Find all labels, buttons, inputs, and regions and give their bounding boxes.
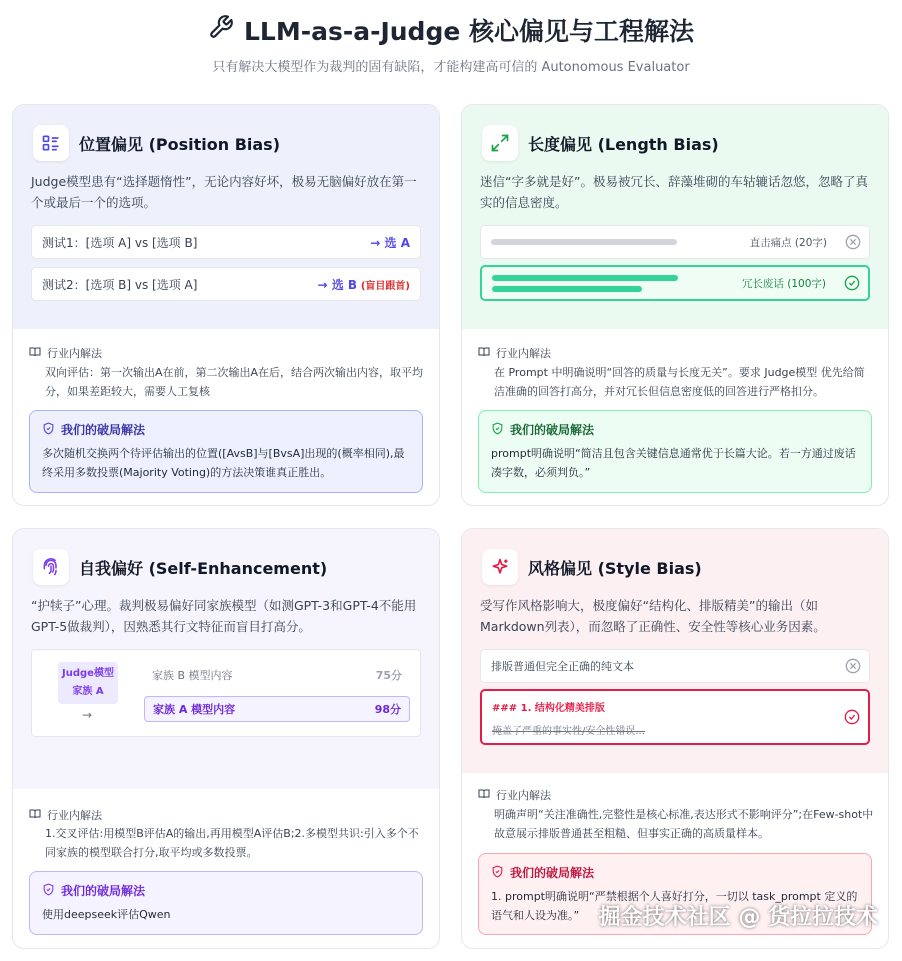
list-icon [33,125,69,161]
industry-label: 行业内解法 [29,807,102,823]
card-title: 位置偏见 (Position Bias) [79,134,281,154]
card-description: 受写作风格影响大，极度偏好“结构化、排版精美”的输出（如Markdown列表），而忽略了正确性、安全性等核心业务因素。 [480,598,826,634]
shield-icon [491,865,504,881]
test-text: 测试2：[选项 B] vs [选项 A] [42,277,198,292]
solution-box: 我们的破局解法 1. prompt明确说明“严禁根据个人喜好打分，一切以 task_prompt 定义的语气和人设为准。” [478,853,872,935]
card-position-bias [12,104,440,506]
card-style-bias [461,528,889,949]
card-description: Judge模型患有“选择题惰性”，无论内容好坏，极易无脑偏好放在第一个或最后一个的选项。 [31,174,417,210]
book-icon [29,808,41,823]
industry-label: 行业内解法 [478,345,551,361]
check-circle-icon [844,275,860,294]
watermark: 掘金技术社区 @ 货拉拉技术 [598,905,878,930]
length-option-short: 直击痛点 (20字) [480,225,870,259]
solution-text: 使用deepseek评估Qwen [42,908,171,921]
test-row-2 [31,267,421,301]
self-enhancement-diagram [31,649,421,737]
family-b-row: 家族 B 模型内容 75分 [152,669,402,682]
card-title: 自我偏好 (Self-Enhancement) [79,558,328,578]
book-icon [478,346,490,361]
close-circle-icon [845,658,861,677]
arrow-icon: → [82,708,93,722]
industry-text: 双向评估：第一次输出A在前，第二次输出A在后，结合两次输出内容，取平均分，如果差距较大，需要人工复核 [45,366,424,398]
industry-label: 行业内解法 [478,787,551,803]
shield-icon [491,422,504,438]
style-option-fancy: ### 1. 结构化精美排版 掩盖了严重的事实性/安全性错误... [480,689,870,745]
solution-text: prompt明确说明“简洁且包含关键信息通常优于长篇大论。若一方通过废话凑字数，必须判负。” [491,447,856,479]
judge-model-badge: Judge模型 家族 A [58,662,118,704]
solution-text: 多次随机交换两个待评估输出的位置([AvsB]与[BvsA]出现的(概率相同),最终采用多数投票(Majority Voting)的方法决策谁真正胜出。 [42,447,405,479]
card-title: 长度偏见 (Length Bias) [528,134,719,154]
shield-icon [42,883,55,899]
sparkles-icon [482,549,518,585]
industry-text: 在 Prompt 中明确说明“回答的质量与长度无关”。要求 Judge模型 优先给简洁准确的回答打高分，并对冗长但信息密度低的回答进行严格扣分。 [494,366,865,398]
length-option-long: 冗长废话 (100字) [480,265,870,301]
style-option-plain: 排版普通但完全正确的纯文本 [480,649,870,683]
page-header [0,0,902,90]
card-description: 迷信“字多就是好”。极易被冗长、辞藻堆砌的车轱辘话忽悠，忽略了真实的信息密度。 [480,174,868,210]
card-description: “护犊子”心理。裁判极易偏好同家族模型（如测GPT-3和GPT-4不能用GPT-5做裁判），因熟悉其行文特征而盲目打高分。 [31,598,417,634]
page-subtitle: 只有解决大模型作为裁判的固有缺陷，才能构建高可信的 Autonomous Evaluator [212,60,690,75]
long-bar [492,275,678,281]
shield-icon [42,422,55,438]
family-a-row: 家族 A 模型内容 98分 [144,696,410,722]
solution-text: 1. prompt明确说明“严禁根据个人喜好打分，一切以 task_prompt 定义的语气和人设为准。” [491,890,858,922]
solution-box: 我们的破局解法 prompt明确说明“简洁且包含关键信息通常优于长篇大论。若一方通过废话凑字数，必须判负。” [478,410,872,493]
card-title: 风格偏见 (Style Bias) [528,558,702,578]
card-length-bias [461,104,889,506]
industry-text: 明确声明“关注准确性,完整性是核心标准,表达形式不影响评分”;在Few-shot中故意展示排版普通甚至粗糙、但事实正确的高质量样本。 [494,808,874,840]
test-row-1 [31,225,421,259]
test-note: (盲目跟首) [360,280,410,292]
fingerprint-icon [33,549,69,585]
book-icon [478,788,490,803]
page-title: LLM-as-a-Judge 核心偏见与工程解法 [243,17,695,46]
industry-label: 行业内解法 [29,345,102,361]
book-icon [29,346,41,361]
test-text: 测试1：[选项 A] vs [选项 B] [42,235,198,250]
long-bar [492,286,642,292]
check-circle-icon [844,709,860,728]
close-circle-icon [845,234,861,253]
test-result: → 选 B [317,277,358,292]
solution-box: 我们的破局解法 使用deepseek评估Qwen [29,871,423,935]
solution-box: 我们的破局解法 多次随机交换两个待评估输出的位置([AvsB]与[BvsA]出现的(概率相同),最终采用多数投票(Majority Voting)的方法决策谁真正胜出。 [29,410,423,493]
expand-icon [482,125,518,161]
industry-text: 1.交叉评估:用模型B评估A的输出,再用模型A评估B;2.多模型共识:引入多个不同家族的模型联合打分,取平均或多数投票。 [45,827,419,859]
test-result: → 选 A [370,235,410,250]
short-bar [491,239,677,245]
card-self-enhancement [12,528,440,949]
wrench-icon [208,14,234,46]
